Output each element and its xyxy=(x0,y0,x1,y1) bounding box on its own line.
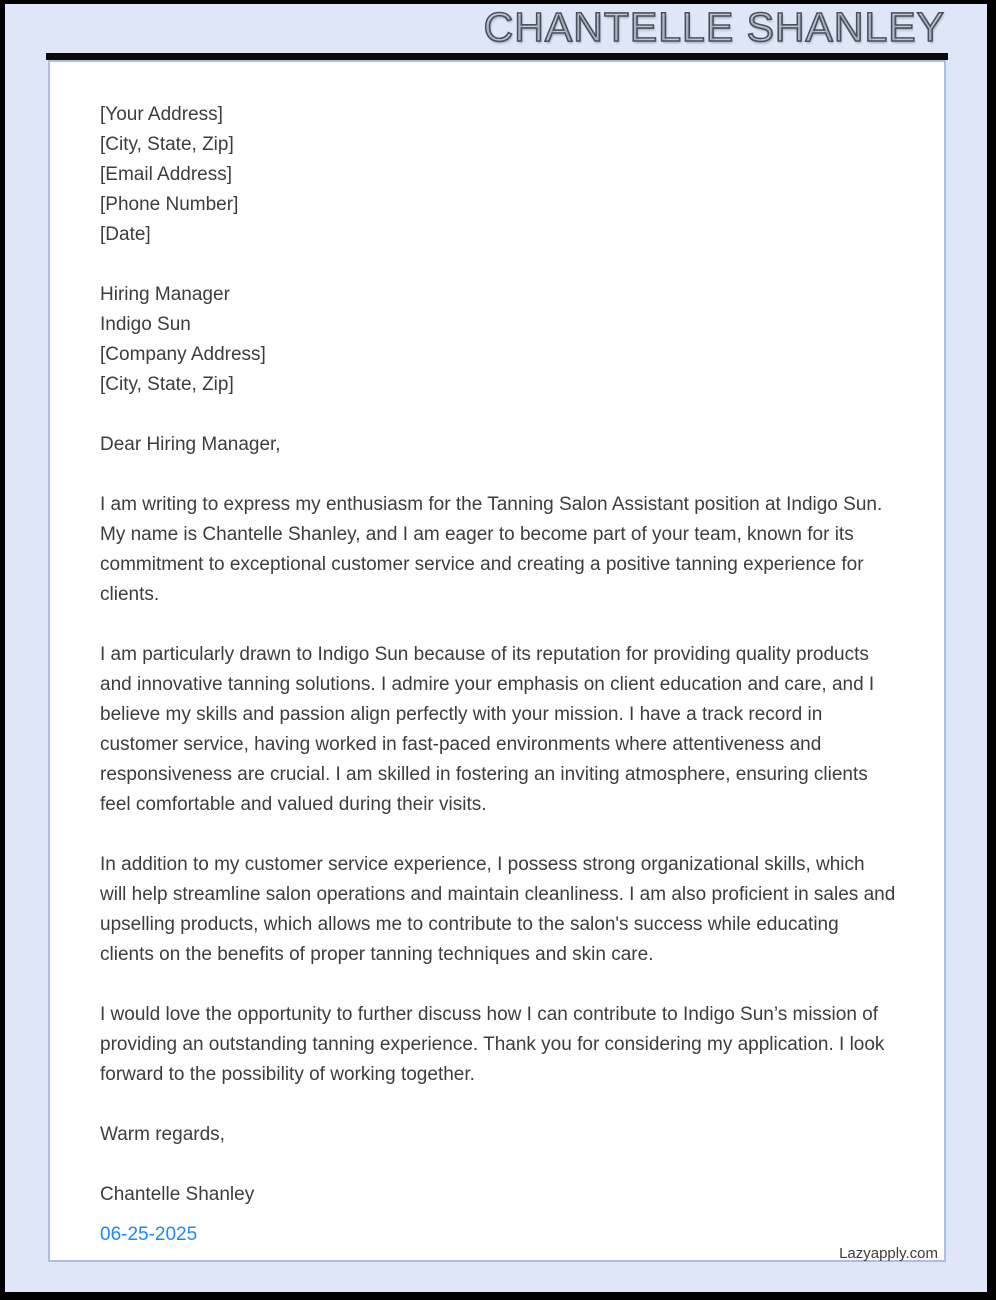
recipient-title-line: Hiring Manager xyxy=(100,284,230,305)
recipient-city-line: [City, State, Zip] xyxy=(100,374,234,395)
letter-content xyxy=(50,62,944,1250)
header-underline-bar xyxy=(46,53,948,60)
body-paragraph-4: I would love the opportunity to further discuss how I can contribute to Indigo Sun’s mission of providing an outstanding tanning experience. Thank you for considering my application. I look forward to the possibility of working together. xyxy=(100,1004,885,1085)
recipient-address-block xyxy=(100,280,896,400)
salutation: Dear Hiring Manager, xyxy=(100,434,281,455)
sender-address-block xyxy=(100,100,896,250)
signature-name: Chantelle Shanley xyxy=(100,1184,255,1205)
body-paragraph-3: In addition to my customer service experience, I possess strong organizational skills, which will help streamline salon operations and maintain cleanliness. I am also proficient in sales and upselling products, which allows me to contribute to the salon's success while educating clients on the benefits of proper tanning techniques and skin care. xyxy=(100,854,896,965)
body-paragraph-1: I am writing to express my enthusiasm for the Tanning Salon Assistant position at Indigo Sun. My name is Chantelle Shanley, and I am eager to become part of your team, known for its commitment to exceptional customer service and creating a positive tanning experience for clients. xyxy=(100,494,883,605)
body-paragraph-2: I am particularly drawn to Indigo Sun because of its reputation for providing quality products and innovative tanning solutions. I admire your emphasis on client education and care, and I believe my skills and passion align perfectly with your mission. I have a track record in customer service, having worked in fast-paced environments where attentiveness and responsiveness are crucial. I am skilled in fostering an inviting atmosphere, ensuring clients feel comfortable and valued during their visits. xyxy=(100,644,875,815)
letter-page xyxy=(48,60,946,1262)
closing-line: Warm regards, xyxy=(100,1124,225,1145)
recipient-address-line: [Company Address] xyxy=(100,344,266,365)
sender-city-line: [City, State, Zip] xyxy=(100,134,234,155)
header-name: CHANTELLE SHANLEY xyxy=(483,4,945,50)
sender-address-line: [Your Address] xyxy=(100,104,223,125)
sender-phone-line: [Phone Number] xyxy=(100,194,239,215)
sender-email-line: [Email Address] xyxy=(100,164,232,185)
recipient-company-line: Indigo Sun xyxy=(100,314,191,335)
letter-date-link[interactable]: 06-25-2025 xyxy=(100,1224,198,1245)
watermark-link[interactable]: Lazyapply.com xyxy=(839,1245,938,1262)
sender-date-line: [Date] xyxy=(100,224,151,245)
